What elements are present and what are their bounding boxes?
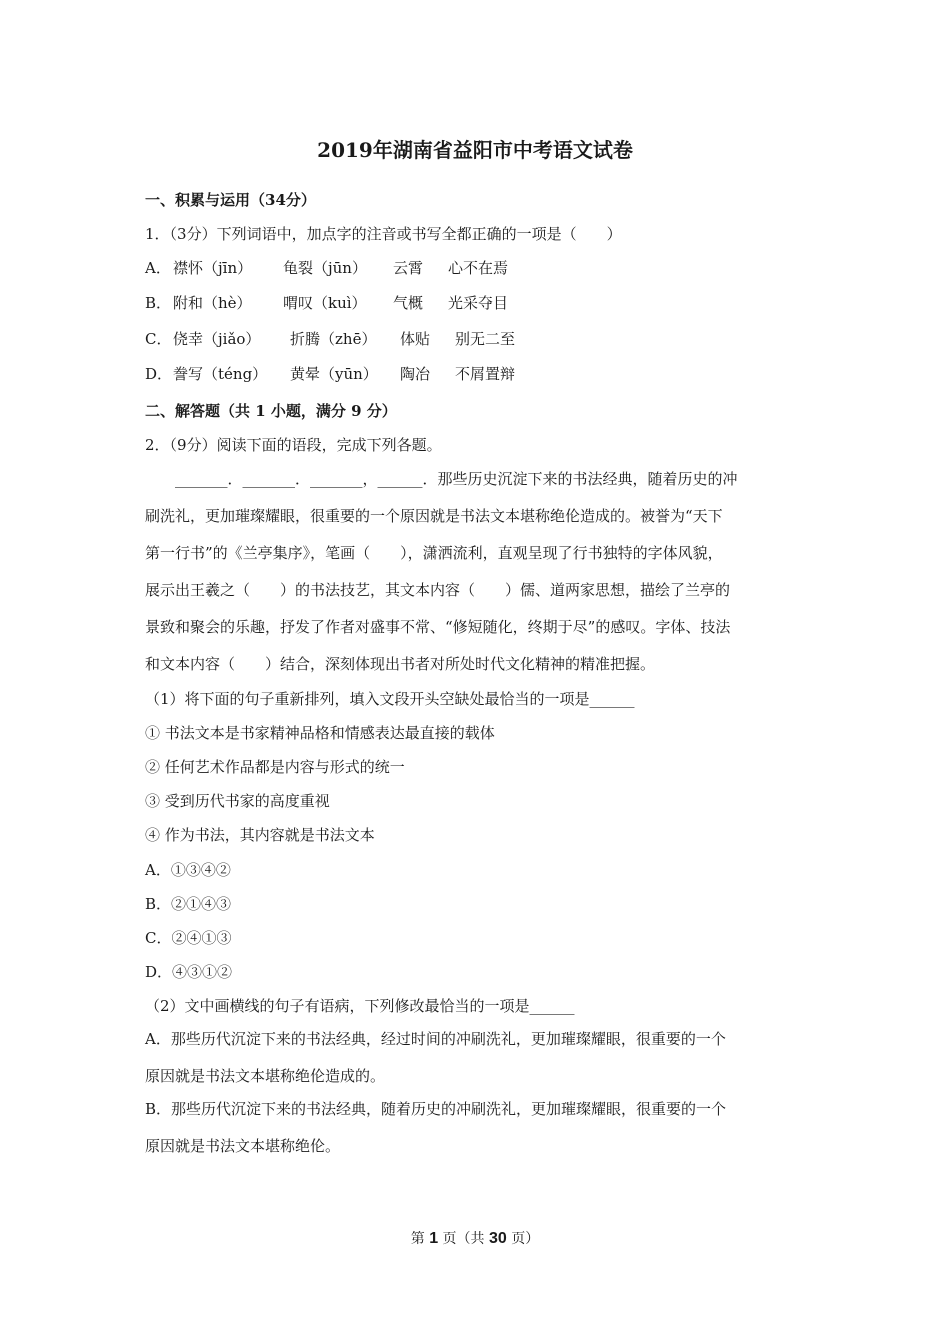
sentence-2: ② 任何艺术作品都是内容与形式的统一 bbox=[145, 758, 405, 776]
question-1-option-d: D．誊写（téng） 黄晕（yūn） 陶冶 不屑置辩 bbox=[145, 365, 516, 383]
question-1-stem: 1．（3分）下列词语中，加点字的注音或书写全都正确的一项是（ ） bbox=[145, 225, 622, 243]
sub-question-2-option-b: B．那些历代沉淀下来的书法经典，随着历史的冲刷洗礼，更加璀璨耀眼，很重要的一个 原因就是书法文本堪称绝伦。 bbox=[145, 1100, 727, 1155]
page-footer: 第 1 页（共 30 页） bbox=[410, 1230, 540, 1247]
passage-line: 景致和聚会的乐趣，抒发了作者对盛事不常、“修短随化，终期于尽”的感叹。字体、技法 bbox=[145, 618, 731, 636]
sub-question-2-stem: （2）文中画横线的句子有语病，下列修改最恰当的一项是______ bbox=[145, 997, 575, 1015]
question-2-stem: 2．（9分）阅读下面的语段，完成下列各题。 bbox=[145, 436, 442, 454]
sentence-4: ④ 作为书法，其内容就是书法文本 bbox=[145, 826, 375, 844]
sub-question-2-option-a: A．那些历代沉淀下来的书法经典，经过时间的冲刷洗礼，更加璀璨耀眼，很重要的一个 原因就是书法文本堪称绝伦造成的。 bbox=[145, 1030, 726, 1085]
question-1-option-b: B． 附和（hè） 喟叹（kuì） 气概 光采夺目 bbox=[145, 294, 509, 312]
question-1-option-c: C． 侥幸（jiǎo） 折腾（zhē） 体贴 别无二至 bbox=[145, 330, 516, 348]
passage-line: 和文本内容（ ）结合，深刻体现出书者对所处时代文化精神的精准把握。 bbox=[145, 655, 656, 673]
exam-title: 2019年湖南省益阳市中考语文试卷 bbox=[317, 138, 633, 162]
sub-question-1-stem: （1）将下面的句子重新排列，填入文段开头空缺处最恰当的一项是______ bbox=[145, 690, 635, 708]
passage-line: 第一行书”的《兰亭集序》，笔画（ ），潇洒流利，直观呈现了行书独特的字体风貌， bbox=[145, 544, 723, 562]
passage-line: _______．_______．_______，______．那些历史沉淀下来的书法经典，随着历史的冲 bbox=[145, 470, 738, 488]
passage-line: 展示出王羲之（ ）的书法技艺，其文本内容（ ）儒、道两家思想，描绘了兰亭的 bbox=[145, 581, 731, 599]
reading-passage bbox=[145, 461, 807, 683]
question-1-option-a: A． 襟怀（jīn） 龟裂（jūn） 云霄 心不在焉 bbox=[145, 259, 509, 277]
sentence-3: ③ 受到历代书家的高度重视 bbox=[145, 792, 330, 810]
sentence-1: ① 书法文本是书家精神品格和情感表达最直接的载体 bbox=[145, 724, 495, 742]
page-number: 1 bbox=[429, 1230, 439, 1247]
sub-question-1-option-a: A．①③④② bbox=[145, 861, 231, 879]
total-pages: 30 bbox=[489, 1230, 507, 1247]
sub-question-1-option-d: D．④③①② bbox=[145, 963, 233, 981]
sub-question-1-option-c: C．②④①③ bbox=[145, 929, 232, 947]
sub-question-1-option-b: B．②①④③ bbox=[145, 895, 232, 913]
section-1-heading: 一、积累与运用（34分） bbox=[145, 191, 316, 209]
section-2-heading: 二、解答题（共 1 小题，满分 9 分） bbox=[145, 402, 397, 420]
passage-line: 刷洗礼，更加璀璨耀眼，很重要的一个原因就是书法文本堪称绝伦造成的。被誉为“天下 bbox=[145, 507, 723, 525]
